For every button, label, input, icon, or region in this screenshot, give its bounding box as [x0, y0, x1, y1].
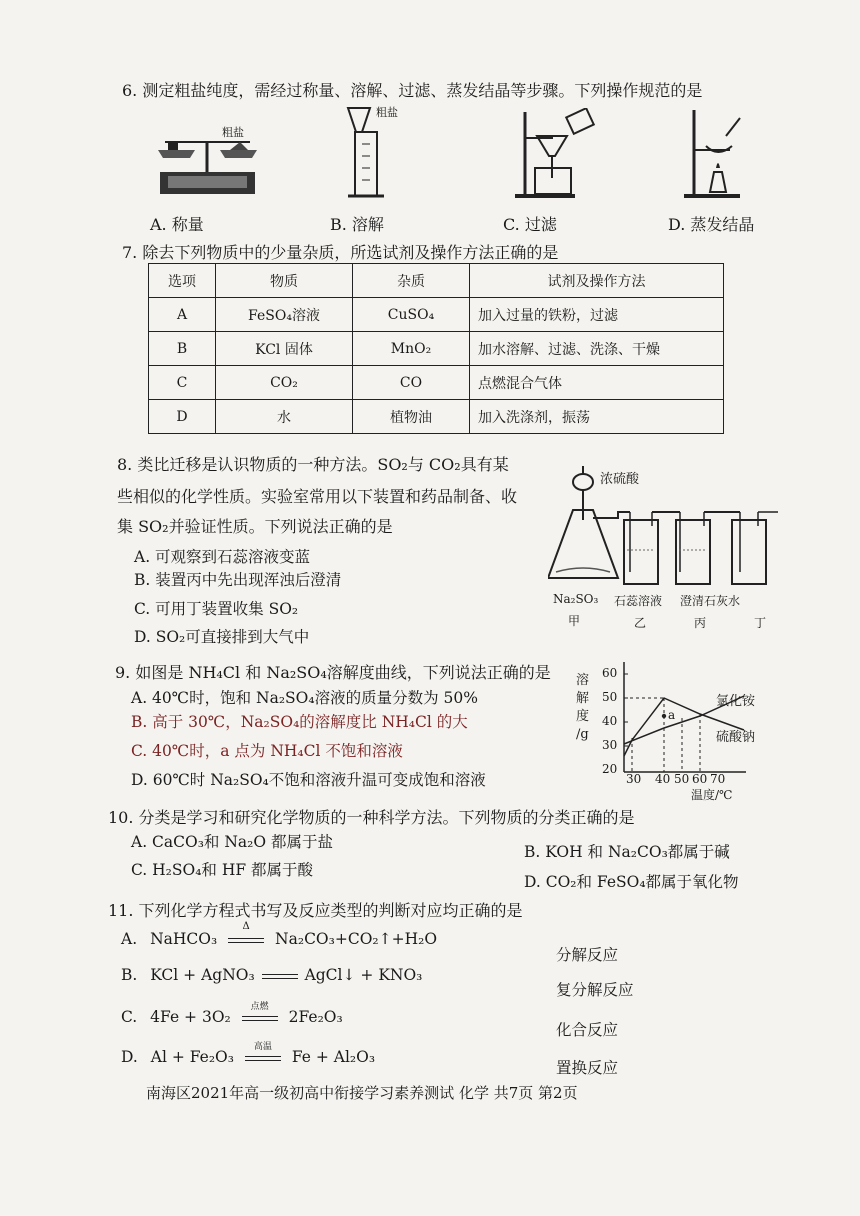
q6-salt-label-a: 粗盐	[222, 126, 244, 139]
q9-stem: 9. 如图是 NH₄Cl 和 Na₂SO₄溶解度曲线，下列说法正确的是	[115, 663, 551, 682]
q6-salt-label-b: 粗盐	[376, 106, 398, 119]
q8-acid-label: 浓硫酸	[600, 472, 640, 487]
q11-option-d	[121, 1042, 376, 1066]
cell: MnO₂	[353, 332, 470, 366]
cell: KCl 固体	[216, 332, 353, 366]
q8-option-d: D. SO₂可直接排到大气中	[134, 628, 310, 646]
q8-name-ding: 丁	[754, 616, 767, 630]
cell: 水	[216, 400, 353, 434]
cell: 加入过量的铁粉，过滤	[470, 298, 724, 332]
q8-name-bing: 丙	[694, 616, 707, 630]
q8-option-b: B. 装置丙中先出现浑浊后澄清	[134, 571, 342, 589]
q7-table	[148, 263, 724, 434]
q11-type-d: 置换反应	[556, 1059, 619, 1077]
q9-option-b: B. 高于 30℃，Na₂SO₄的溶解度比 NH₄Cl 的大	[131, 713, 468, 731]
q9-label-na2so4: 硫酸钠	[716, 730, 756, 745]
cell: 加水溶解、过滤、洗涤、干燥	[470, 332, 724, 366]
q8-name-yi: 乙	[634, 616, 647, 630]
q10-stem: 10. 分类是学习和研究化学物质的一种科学方法。下列物质的分类正确的是	[108, 808, 635, 827]
q6-option-a: A. 称量	[150, 215, 204, 234]
q6-option-d: D. 蒸发结晶	[668, 215, 755, 234]
header-substance: 物质	[216, 264, 353, 298]
q9-ylabel	[576, 672, 589, 744]
q8-stem-line-2: 些相似的化学性质。实验室常用以下装置和药品制备、收	[117, 487, 518, 506]
q9-option-a: A. 40℃时，饱和 Na₂SO₄溶液的质量分数为 50%	[131, 689, 478, 707]
q11-type-a: 分解反应	[556, 946, 619, 964]
ylabel-char: 解	[576, 691, 590, 706]
header-impurity: 杂质	[353, 264, 470, 298]
reaction-condition: 高温	[253, 1042, 272, 1052]
q8-name-jia: 甲	[568, 614, 581, 628]
x-tick: 50	[674, 772, 690, 786]
eq-right: AgCl↓ + KNO₃	[304, 966, 423, 984]
q11-type-c: 化合反应	[556, 1021, 619, 1039]
q11-stem: 11. 下列化学方程式书写及反应类型的判断对应均正确的是	[108, 901, 523, 920]
equals-sign	[262, 974, 298, 979]
y-tick: 50	[602, 690, 618, 704]
option-label: D.	[121, 1048, 138, 1066]
q6-fig-evaporate	[680, 106, 750, 202]
cell: D	[149, 400, 216, 434]
ylabel-char: 溶	[576, 673, 590, 688]
x-tick: 30	[626, 772, 642, 786]
eq-left: NaHCO₃	[150, 930, 218, 948]
cell: CO	[353, 366, 470, 400]
q9-label-nh4cl: 氯化铵	[716, 694, 756, 709]
eq-left: Al + Fe₂O₃	[150, 1048, 234, 1066]
eq-right: 2Fe₂O₃	[288, 1008, 343, 1026]
q8-stem-line-1: 8. 类比迁移是认识物质的一种方法。SO₂与 CO₂具有某	[117, 455, 509, 474]
q8-stem-line-3: 集 SO₂并验证性质。下列说法正确的是	[117, 517, 393, 536]
eq-right: Fe + Al₂O₃	[291, 1048, 376, 1066]
table-header-row	[149, 264, 724, 298]
q8-reagent-yi: 石蕊溶液	[614, 594, 663, 608]
ylabel-char: /g	[576, 727, 589, 742]
q6-fig-balance	[150, 112, 265, 204]
eq-left: 4Fe + 3O₂	[150, 1008, 231, 1026]
reaction-condition: 点燃	[250, 1002, 269, 1012]
q10-option-d: D. CO₂和 FeSO₄都属于氧化物	[524, 873, 739, 891]
table-row	[149, 298, 724, 332]
cell: 点燃混合气体	[470, 366, 724, 400]
q6-stem: 6. 测定粗盐纯度，需经过称量、溶解、过滤、蒸发结晶等步骤。下列操作规范的是	[122, 81, 703, 100]
point-a	[662, 714, 666, 718]
q11-option-b	[121, 966, 422, 984]
q9-xlabel: 温度/℃	[691, 788, 733, 802]
q8-reagent-jia: Na₂SO₃	[553, 592, 599, 606]
q9-plot-area	[618, 660, 748, 784]
q9-option-d: D. 60℃时 Na₂SO₄不饱和溶液升温可变成饱和溶液	[131, 771, 486, 789]
cell: FeSO₄溶液	[216, 298, 353, 332]
equals-sign	[226, 921, 266, 948]
q10-option-a: A. CaCO₃和 Na₂O 都属于盐	[131, 833, 334, 851]
table-row	[149, 366, 724, 400]
option-label: B.	[121, 966, 138, 984]
equals-sign	[243, 1042, 283, 1066]
ylabel-char: 度	[576, 709, 590, 724]
y-tick: 30	[602, 738, 618, 752]
q9-point-a-label: a	[668, 708, 676, 722]
y-tick: 20	[602, 762, 618, 776]
q11-option-a	[121, 921, 438, 948]
q10-option-b: B. KOH 和 Na₂CO₃都属于碱	[524, 843, 730, 861]
x-tick: 60	[692, 772, 708, 786]
q11-option-c	[121, 1002, 343, 1026]
q6-option-b: B. 溶解	[330, 215, 384, 234]
option-label: A.	[121, 930, 138, 948]
option-label: C.	[121, 1008, 138, 1026]
x-tick: 40	[655, 772, 671, 786]
eq-right: Na₂CO₃+CO₂↑+H₂O	[275, 930, 438, 948]
x-tick: 70	[710, 772, 726, 786]
table-row	[149, 332, 724, 366]
cell: CO₂	[216, 366, 353, 400]
q11-type-b: 复分解反应	[556, 981, 634, 999]
page-footer: 南海区2021年高一级初高中衔接学习素养测试 化学 共7页 第2页	[146, 1084, 578, 1102]
q8-apparatus-diagram	[548, 460, 788, 588]
q9-option-c: C. 40℃时，a 点为 NH₄Cl 不饱和溶液	[131, 742, 403, 760]
eq-left: KCl + AgNO₃	[150, 966, 255, 984]
q10-option-c: C. H₂SO₄和 HF 都属于酸	[131, 861, 314, 879]
q6-fig-filter	[505, 108, 605, 202]
cell: C	[149, 366, 216, 400]
cell: 加入洗涤剂，振荡	[470, 400, 724, 434]
q8-option-c: C. 可用丁装置收集 SO₂	[134, 600, 299, 618]
q7-stem: 7. 除去下列物质中的少量杂质，所选试剂及操作方法正确的是	[122, 243, 559, 262]
header-method: 试剂及操作方法	[470, 264, 724, 298]
q8-reagent-bing: 澄清石灰水	[680, 594, 741, 608]
y-tick: 40	[602, 714, 618, 728]
table-row	[149, 400, 724, 434]
cell: B	[149, 332, 216, 366]
y-tick: 60	[602, 666, 618, 680]
reaction-condition: Δ	[242, 921, 250, 932]
q6-option-c: C. 过滤	[503, 215, 557, 234]
q8-option-a: A. 可观察到石蕊溶液变蓝	[134, 548, 311, 566]
cell: A	[149, 298, 216, 332]
header-option: 选项	[149, 264, 216, 298]
equals-sign	[240, 1002, 280, 1026]
q9-solubility-chart	[576, 660, 776, 800]
cell: 植物油	[353, 400, 470, 434]
cell: CuSO₄	[353, 298, 470, 332]
